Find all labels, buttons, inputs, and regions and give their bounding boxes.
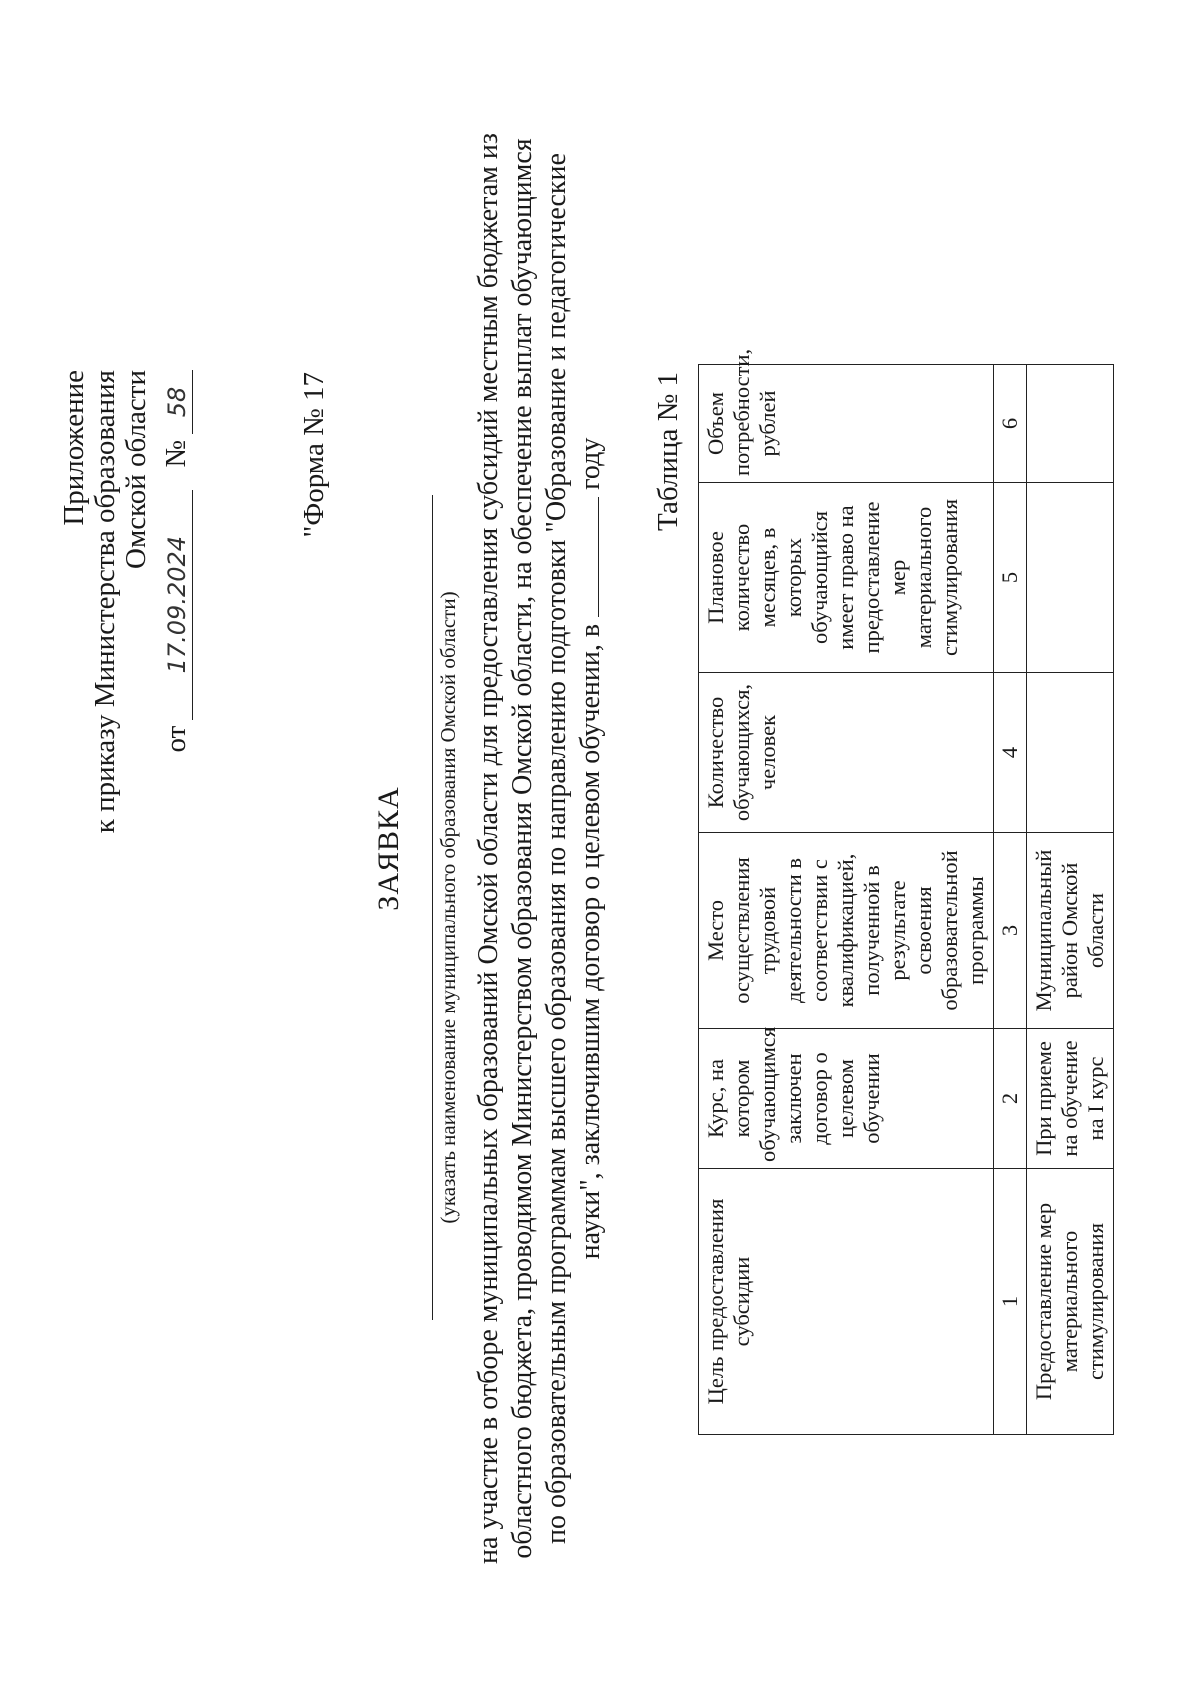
header-cell-purpose: Цель предоставления субсидии <box>699 1169 994 1435</box>
region-label: Омской области <box>120 370 152 569</box>
municipality-name-line <box>432 495 433 1320</box>
paragraph-line-4 <box>574 0 608 1697</box>
form-number: "Форма № 17 <box>298 372 330 538</box>
header-cell-students-count: Количество обучающихся, человек <box>699 673 994 833</box>
cell-months <box>1027 483 1114 673</box>
municipality-caption: (указать наименование муниципального образования Омской области) <box>436 591 460 1224</box>
page-title: ЗАЯВКА <box>372 786 405 911</box>
paragraph-line-4-start: науки", заключившим договор о целевом обучении, в <box>575 623 606 1260</box>
header-cell-workplace: Место осуществления трудовой деятельности в соответствии с квалификацией, полученной в результате освоения образовательной программы <box>699 833 994 1029</box>
column-number: 4 <box>994 673 1027 833</box>
year-blank <box>574 497 599 617</box>
column-number: 1 <box>994 1169 1027 1435</box>
handwritten-number: 58 <box>162 370 193 434</box>
application-paragraph <box>472 0 608 1697</box>
paragraph-line-3: по образовательным программам высшего образования по направлению подготовки "Образование и педагогические <box>541 153 572 1544</box>
date-prefix: от <box>160 725 192 753</box>
cell-course: При приеме на обучение на I курс <box>1027 1029 1114 1169</box>
column-number: 6 <box>994 365 1027 483</box>
cell-purpose: Предоставление мер материального стимулирования <box>1027 1169 1114 1435</box>
cell-amount <box>1027 365 1114 483</box>
header-cell-amount: Объем потребности, рублей <box>699 365 994 483</box>
number-prefix: № <box>160 440 192 468</box>
header-cell-course: Курс, на котором обучающимся заключен договор о целевом обучении <box>699 1029 994 1169</box>
paragraph-line-1: на участие в отборе муниципальных образований Омской области для предоставления субсидий местным бюджетам из <box>473 133 504 1564</box>
header-cell-months: Плановое количество месяцев, в которых обучающийся имеет право на предоставление мер материального стимулирования <box>699 483 994 673</box>
appendix-label: Приложение <box>58 370 90 526</box>
table-header-row <box>699 365 994 1435</box>
column-number: 5 <box>994 483 1027 673</box>
cell-students-count <box>1027 673 1114 833</box>
cell-workplace: Муниципальный район Омской области <box>1027 833 1114 1029</box>
table-row <box>1027 365 1114 1435</box>
order-reference: к приказу Министерства образования <box>89 370 121 834</box>
table-number-row <box>994 365 1027 1435</box>
table-label: Таблица № 1 <box>652 372 684 531</box>
column-number: 3 <box>994 833 1027 1029</box>
column-number: 2 <box>994 1029 1027 1169</box>
paragraph-line-2: областного бюджета, проводимом Министерством образования Омской области, на обеспечение выплат обучающимся <box>507 138 538 1559</box>
handwritten-date: 17.09.2024 <box>162 490 193 720</box>
paragraph-line-4-end: году <box>575 437 606 490</box>
subsidy-table <box>698 348 1114 1435</box>
order-date-number-line <box>160 370 193 752</box>
